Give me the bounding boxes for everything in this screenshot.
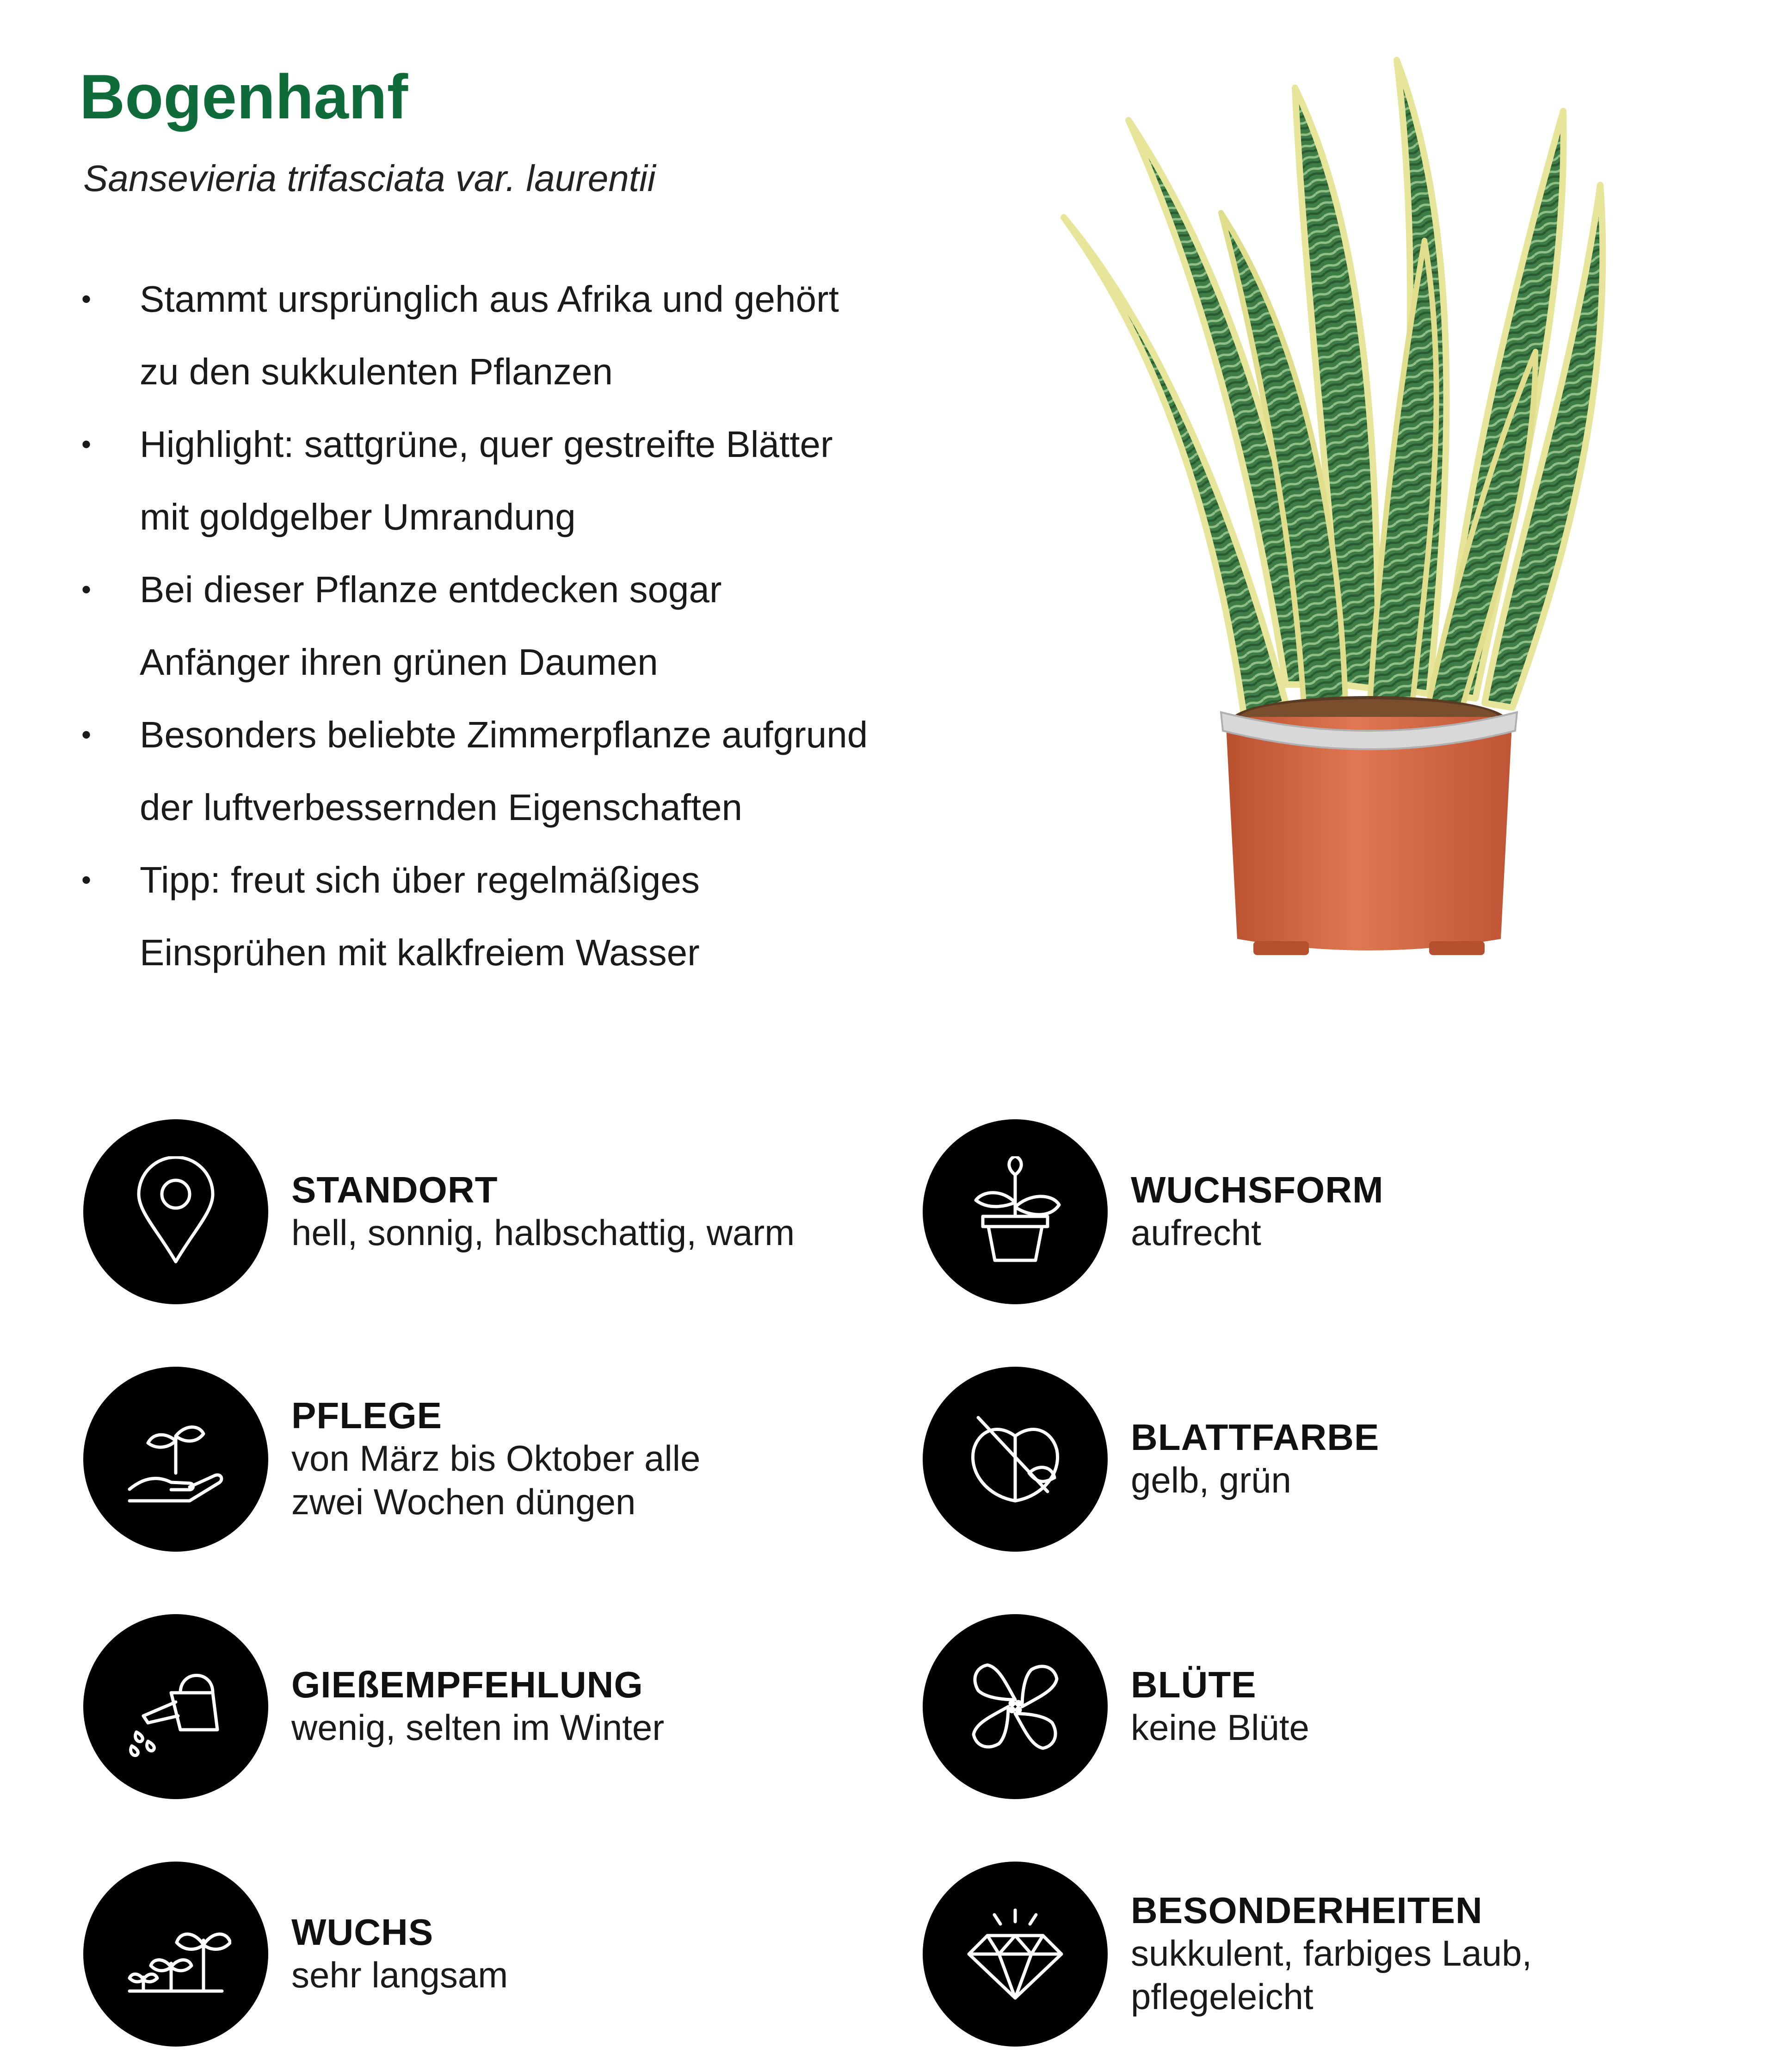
bullet-text: Anfänger ihren grünen Daumen: [140, 641, 658, 683]
diamond-icon: [960, 1899, 1071, 2010]
feature-label: BESONDERHEITEN: [1131, 1890, 1483, 1931]
feature-label: WUCHS: [291, 1912, 434, 1953]
feature-label: PFLEGE: [291, 1395, 443, 1437]
hand-seedling-icon: [120, 1404, 231, 1515]
bullet-text: Besonders beliebte Zimmerpflanze aufgrund: [140, 714, 868, 755]
feature-icon-circle: [923, 1862, 1108, 2047]
feature-pflege: [83, 1367, 870, 1552]
bullet-text: Bei dieser Pflanze entdecken sogar: [140, 569, 722, 610]
feature-icon-circle: [83, 1614, 268, 1799]
feature-label: STANDORT: [291, 1169, 498, 1211]
feature-value: sehr langsam: [291, 1955, 508, 1996]
bullet-text: Einsprühen mit kalkfreiem Wasser: [140, 932, 700, 973]
feature-icon-circle: [83, 1119, 268, 1304]
feature-value: keine Blüte: [1131, 1707, 1309, 1748]
flower-icon: [960, 1651, 1071, 1762]
feature-label: GIEßEMPFEHLUNG: [291, 1664, 643, 1706]
feature-besonderheiten: [923, 1862, 1709, 2047]
bullet-text: Highlight: sattgrüne, quer gestreifte Blätter: [140, 424, 833, 465]
bullet-dot: •: [81, 574, 92, 605]
location-pin-icon: [120, 1156, 231, 1267]
bullet-dot: •: [81, 864, 92, 895]
feature-standort: [83, 1119, 870, 1304]
latin-name: Sansevieria trifasciata var. laurentii: [83, 158, 656, 199]
feature-value: aufrecht: [1131, 1212, 1261, 1253]
bullet-text: zu den sukkulenten Pflanzen: [140, 351, 613, 392]
feature-value: wenig, selten im Winter: [291, 1707, 665, 1748]
watering-can-icon: [120, 1651, 231, 1762]
bullet-dot: •: [81, 429, 92, 460]
feature-label: BLÜTE: [1131, 1664, 1257, 1706]
feature-wuchs: [83, 1862, 870, 2047]
feature-value: hell, sonnig, halbschattig, warm: [291, 1212, 795, 1253]
bullet-text: Stammt ursprünglich aus Afrika und gehört: [140, 278, 839, 320]
feature-label: BLATTFARBE: [1131, 1417, 1380, 1458]
feature-icon-circle: [923, 1119, 1108, 1304]
feature-value: sukkulent, farbiges Laub, pflegeleicht: [1131, 1933, 1532, 2017]
feature-value: gelb, grün: [1131, 1460, 1291, 1501]
bullet-dot: •: [81, 284, 92, 314]
feature-bluete: [923, 1614, 1709, 1799]
growing-sprouts-icon: [120, 1899, 231, 2010]
feature-blattfarbe: [923, 1367, 1709, 1552]
bullet-text: Tipp: freut sich über regelmäßiges: [140, 859, 700, 900]
bullet-text: mit goldgelber Umrandung: [140, 496, 576, 537]
feature-icon-circle: [923, 1614, 1108, 1799]
bullet-dot: •: [81, 719, 92, 750]
feature-icon-circle: [923, 1367, 1108, 1552]
feature-icon-circle: [83, 1367, 268, 1552]
bullet-text: der luftverbessernden Eigenschaften: [140, 787, 743, 828]
feature-label: WUCHSFORM: [1131, 1169, 1384, 1211]
potted-plant-icon: [960, 1156, 1071, 1267]
page-title: Bogenhanf: [80, 62, 408, 132]
feature-wuchsform: [923, 1119, 1709, 1304]
feature-giessempfehlung: [83, 1614, 870, 1799]
feature-icon-circle: [83, 1862, 268, 2047]
leaf-brush-icon: [960, 1404, 1071, 1515]
feature-value: von März bis Oktober alle zwei Wochen düngen: [291, 1438, 701, 1522]
